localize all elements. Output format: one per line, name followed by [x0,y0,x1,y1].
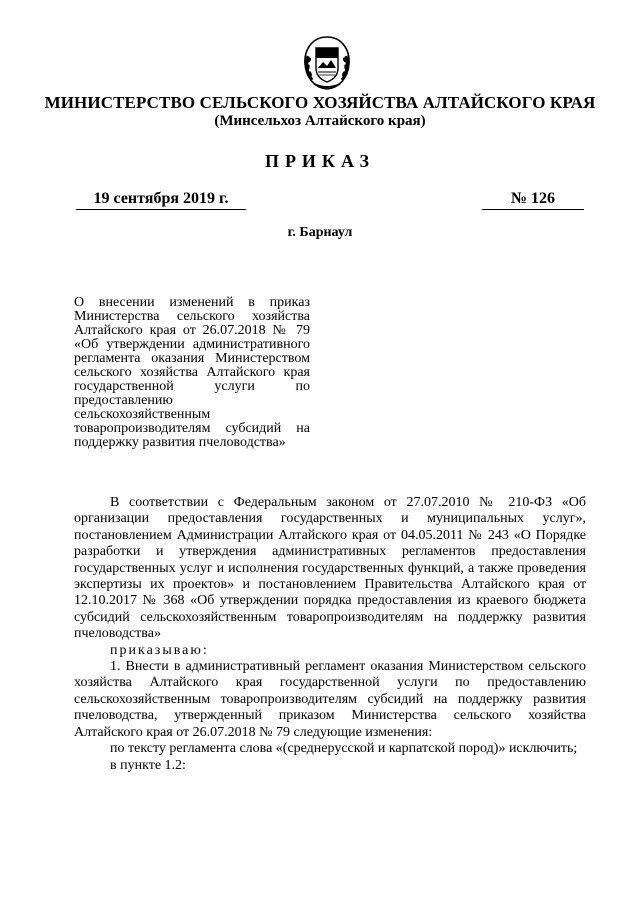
document-type: ПРИКАЗ [264,151,376,171]
paragraph-item-text-change: по тексту регламента слова «(среднерусской и карпатской пород)» исключить; [110,741,578,757]
document-date: 19 сентября 2019 г. [76,189,246,210]
document-body [74,495,586,774]
document-city: г. Барнаул [287,225,353,240]
paragraph-item-point-1-2: в пункте 1.2: [110,757,186,773]
paragraph-order-word: приказываю: [110,642,209,658]
document-title: О внесении изменений в приказ Министерства сельского хозяйства Алтайского края от 26.07.2018 № 79 «Об утверждении административного регламента оказания Министерством сельского хозяйства Алтайского края государственной услуги по предоставлению сельскохозяйственным товаропроизводителям субсидий на поддержку развития пчеловодства» [74,295,310,450]
paragraph-item-1: 1. Внести в административный регламент оказания Министерством сельского хозяйства Алтайского края государственной услуги по предоставлению сельскохозяйственным товаропроизводителям субсидий на поддержку развития пчеловодства, утвержденный приказом Министерства сельского хозяйства Алтайского края от 26.07.2018 № 79 следующие изменения: [74,659,586,740]
paragraph-preamble: В соответствии с Федеральным законом от 27.07.2010 № 210-ФЗ «Об организации предоставления государственных и муниципальных услуг», постановлением Администрации Алтайского края от 04.05.2011 № 243 «О Порядке разработки и утверждения административных регламентов предоставления государственных услуг и исполнения государственных функций, а также проведения экспертизы их проектов» и постановлением Правительства Алтайского края от 12.10.2017 № 368 «Об утверждении порядка предоставления из краевого бюджета субсидий сельскохозяйственным товаропроизводителям на поддержку развития пчеловодства» [74,495,586,642]
ministry-short-name: (Минсельхоз Алтайского края) [214,113,426,129]
document-number: № 126 [482,189,584,210]
coat-of-arms-icon [300,34,354,92]
ministry-name: МИНИСТЕРСТВО СЕЛЬСКОГО ХОЗЯЙСТВА АЛТАЙСКОГО КРАЯ [44,93,596,112]
